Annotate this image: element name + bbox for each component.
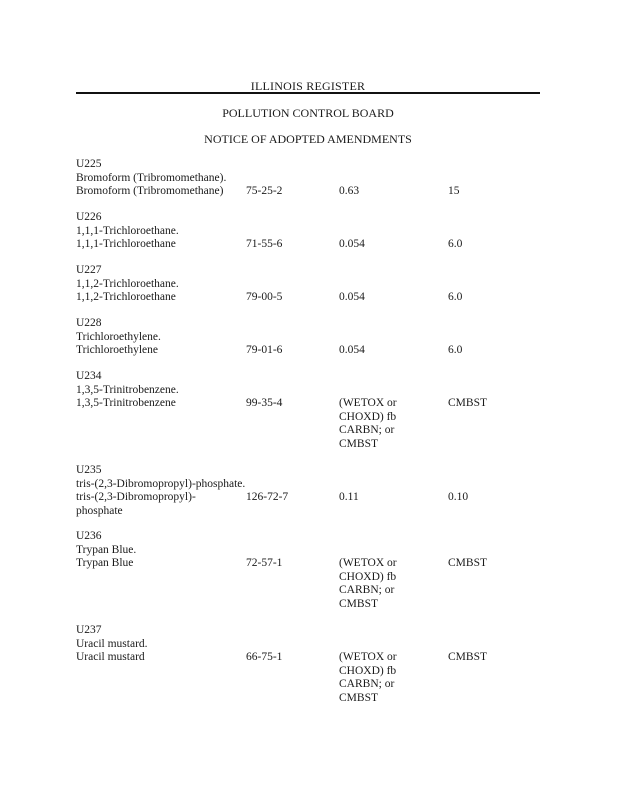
constituent-name: Bromoform (Tribromomethane) xyxy=(76,185,224,198)
cas-number: 126-72-7 xyxy=(246,491,289,504)
wastewater-standard: 0.11 xyxy=(339,491,359,504)
constituent-name: Uracil mustard xyxy=(76,651,145,664)
waste-code: U234 xyxy=(76,370,102,382)
cas-number: 71-55-6 xyxy=(246,238,283,251)
waste-common-name: 1,1,1-Trichloroethane. xyxy=(76,224,179,237)
nonwastewater-standard: CMBST xyxy=(448,397,487,410)
constituent-name: tris-(2,3-Dibromopropyl)- phosphate xyxy=(76,491,196,517)
waste-entry xyxy=(76,624,546,704)
waste-common-name: Trichloroethylene. xyxy=(76,330,161,343)
waste-entry xyxy=(76,211,546,252)
constituent-name: Trypan Blue xyxy=(76,557,134,570)
wastewater-standard: (WETOX or CHOXD) fb CARBN; or CMBST xyxy=(339,651,397,704)
wastewater-standard: 0.054 xyxy=(339,238,365,251)
waste-common-name: 1,3,5-Trinitrobenzene. xyxy=(76,383,179,396)
wastewater-standard: (WETOX or CHOXD) fb CARBN; or CMBST xyxy=(339,397,397,450)
constituent-row xyxy=(76,185,546,199)
wastewater-standard: 0.054 xyxy=(339,291,365,304)
nonwastewater-standard: 0.10 xyxy=(448,491,469,504)
cas-number: 99-35-4 xyxy=(246,397,283,410)
cas-number: 79-01-6 xyxy=(246,344,283,357)
waste-code: U226 xyxy=(76,211,102,223)
constituent-name: 1,1,1-Trichloroethane xyxy=(76,238,176,251)
cas-number: 75-25-2 xyxy=(246,185,283,198)
cas-number: 79-00-5 xyxy=(246,291,283,304)
nonwastewater-standard: 6.0 xyxy=(448,291,463,304)
wastewater-standard: 0.054 xyxy=(339,344,365,357)
constituent-row xyxy=(76,344,546,358)
constituent-row xyxy=(76,491,546,517)
constituent-name: 1,1,2-Trichloroethane xyxy=(76,291,176,304)
header-rule xyxy=(76,92,540,94)
waste-code: U227 xyxy=(76,264,102,276)
running-title: ILLINOIS REGISTER xyxy=(250,79,366,93)
waste-entry xyxy=(76,530,546,610)
nonwastewater-standard: CMBST xyxy=(448,557,487,570)
waste-code: U225 xyxy=(76,158,102,170)
waste-common-name: Trypan Blue. xyxy=(76,543,137,556)
constituent-row xyxy=(76,651,546,704)
waste-code: U235 xyxy=(76,464,102,476)
cas-number: 72-57-1 xyxy=(246,557,283,570)
waste-code: U237 xyxy=(76,624,102,636)
wastewater-standard: 0.63 xyxy=(339,185,360,198)
nonwastewater-standard: 15 xyxy=(448,185,460,198)
waste-common-name: Uracil mustard. xyxy=(76,637,148,650)
wastewater-standard: (WETOX or CHOXD) fb CARBN; or CMBST xyxy=(339,557,397,610)
nonwastewater-standard: 6.0 xyxy=(448,238,463,251)
waste-code: U228 xyxy=(76,317,102,329)
waste-common-name: tris-(2,3-Dibromopropyl)-phosphate. xyxy=(76,477,246,490)
constituent-row xyxy=(76,397,546,450)
cas-number: 66-75-1 xyxy=(246,651,283,664)
waste-code: U236 xyxy=(76,530,102,542)
waste-entry xyxy=(76,264,546,305)
constituent-name: 1,3,5-Trinitrobenzene xyxy=(76,397,176,410)
agency-title: POLLUTION CONTROL BOARD xyxy=(222,106,394,120)
constituent-row xyxy=(76,238,546,252)
nonwastewater-standard: CMBST xyxy=(448,651,487,664)
waste-entry xyxy=(76,158,546,199)
waste-common-name: 1,1,2-Trichloroethane. xyxy=(76,277,179,290)
waste-entry xyxy=(76,370,546,450)
constituent-name: Trichloroethylene xyxy=(76,344,158,357)
waste-entry xyxy=(76,464,546,517)
notice-title: NOTICE OF ADOPTED AMENDMENTS xyxy=(204,132,412,146)
waste-entry xyxy=(76,317,546,358)
waste-common-name: Bromoform (Tribromomethane). xyxy=(76,171,227,184)
nonwastewater-standard: 6.0 xyxy=(448,344,463,357)
constituent-row xyxy=(76,291,546,305)
constituent-row xyxy=(76,557,546,610)
